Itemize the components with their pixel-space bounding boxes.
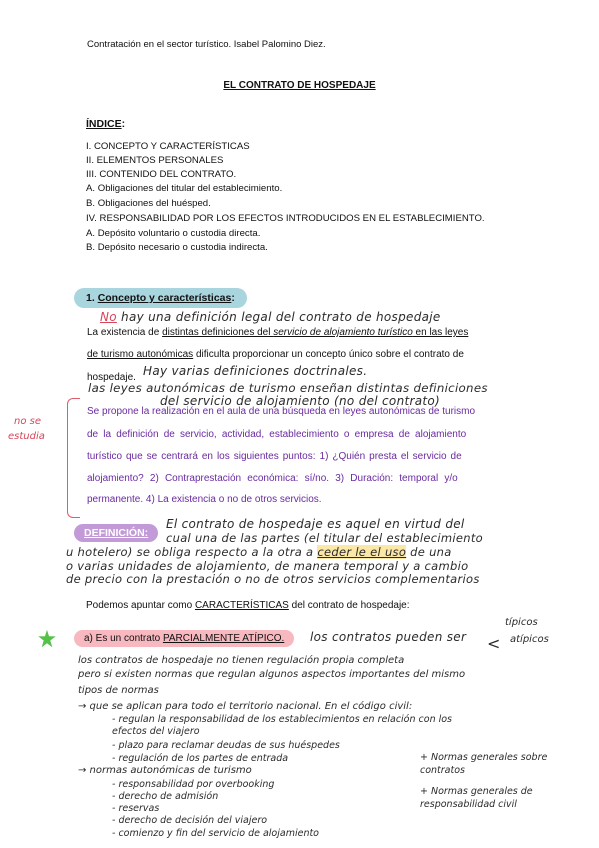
margin-note: no se	[14, 416, 41, 427]
handwritten-note: tipos de normas	[78, 685, 159, 696]
document-title: EL CONTRATO DE HOSPEDAJE	[223, 80, 376, 91]
toc-item: I. CONCEPTO Y CARACTERÍSTICAS	[86, 141, 250, 152]
handwritten-list-item: - derecho de admisión	[112, 791, 219, 802]
section-heading-pill: 1. Concepto y características:	[74, 288, 247, 308]
handwritten-list-item: - reservas	[112, 803, 160, 814]
handwritten-note: los contratos de hospedaje no tienen regulación propia completa	[78, 655, 405, 666]
side-note: + Normas generales sobre	[420, 752, 548, 763]
handwritten-list-item: efectos del viajero	[112, 726, 200, 737]
toc-item: B. Obligaciones del huésped.	[86, 198, 211, 209]
toc-item: III. CONTENIDO DEL CONTRATO.	[86, 169, 237, 180]
handwritten-list-head: → normas autonómicas de turismo	[78, 765, 252, 776]
handwritten-list-item: - regulación de los partes de entrada	[112, 753, 289, 764]
definicion-pill: DEFINICIÓN:	[74, 524, 158, 542]
angle-bracket: <	[487, 634, 501, 653]
purple-line: Se propone la realización en el aula de una búsqueda en leyes autonómicas de turismo	[87, 406, 476, 417]
handwritten-list-head: → que se aplican para todo el territorio nacional. En el código civil:	[78, 701, 413, 712]
toc-item: II. ELEMENTOS PERSONALES	[86, 155, 224, 166]
handwritten-definition: o varias unidades de alojamiento, de manera temporal y a cambio	[66, 559, 469, 573]
margin-note: estudia	[8, 431, 45, 442]
handwritten-note: atípicos	[510, 634, 549, 645]
purple-line: permanente. 4) La existencia o no de otros servicios.	[87, 494, 322, 505]
document-header: Contratación en el sector turístico. Isabel Palomino Diez.	[87, 39, 326, 50]
handwritten-definition: El contrato de hospedaje es aquel en virtud del	[166, 517, 465, 531]
side-note: contratos	[420, 765, 465, 776]
toc-item: A. Depósito voluntario o custodia directa.	[86, 228, 261, 239]
handwritten-note: típicos	[505, 617, 538, 628]
handwritten-definition: u hotelero) se obliga respecto a la otra a ceder le el uso de una	[66, 545, 452, 559]
purple-line: de la definición de servicio, actividad, establecimiento o empresa de alojamiento	[87, 429, 467, 440]
purple-line: alojamiento? 2) Contraprestación económica: sí/no. 3) Duración: temporal y/o	[87, 473, 458, 484]
handwritten-list-item: - derecho de decisión del viajero	[112, 815, 268, 826]
handwritten-note: los contratos pueden ser	[310, 630, 467, 644]
paragraph-line: hospedaje.	[87, 372, 136, 383]
characteristic-a-pill: a) Es un contrato PARCIALMENTE ATÍPICO.	[74, 630, 294, 647]
handwritten-list-item: - comienzo y fin del servicio de alojamiento	[112, 828, 319, 839]
paragraph-line: La existencia de distintas definiciones del servicio de alojamiento turístico en las leyes	[87, 327, 469, 338]
indice-heading: ÍNDICE:	[86, 118, 126, 130]
handwritten-note: Hay varias definiciones doctrinales.	[143, 364, 368, 378]
caracteristicas-intro: Podemos apuntar como CARACTERÍSTICAS del contrato de hospedaje:	[86, 600, 410, 611]
purple-line: turístico que se centrará en los siguientes puntos: 1) ¿Quién presta el servicio de	[87, 451, 462, 462]
handwritten-list-item: - regulan la responsabilidad de los establecimientos en relación con los	[112, 714, 453, 725]
handwritten-list-item: - responsabilidad por overbooking	[112, 779, 275, 790]
handwritten-list-item: - plazo para reclamar deudas de sus huéspedes	[112, 740, 340, 751]
side-note: responsabilidad civil	[420, 799, 517, 810]
side-note: + Normas generales de	[420, 786, 533, 797]
handwritten-note: No hay una definición legal del contrato de hospedaje	[100, 310, 441, 324]
paragraph-line: de turismo autonómicas dificulta proporcionar un concepto único sobre el contrato de	[87, 349, 464, 360]
handwritten-note: las leyes autonómicas de turismo enseñan distintas definiciones	[88, 381, 488, 395]
handwritten-definition: de precio con la prestación o no de otros servicios complementarios	[66, 572, 480, 586]
toc-item: B. Depósito necesario o custodia indirecta.	[86, 242, 268, 253]
handwritten-definition: cual una de las partes (el titular del establecimiento	[166, 531, 483, 545]
star-icon	[36, 628, 58, 650]
handwritten-note: pero si existen normas que regulan algunos aspectos importantes del mismo	[78, 669, 466, 680]
margin-bracket	[67, 398, 80, 518]
handwritten-note: del servicio de alojamiento (no del contrato)	[160, 394, 441, 408]
toc-item: A. Obligaciones del titular del establecimiento.	[86, 183, 283, 194]
toc-item: IV. RESPONSABILIDAD POR LOS EFECTOS INTRODUCIDOS EN EL ESTABLECIMIENTO.	[86, 213, 485, 224]
